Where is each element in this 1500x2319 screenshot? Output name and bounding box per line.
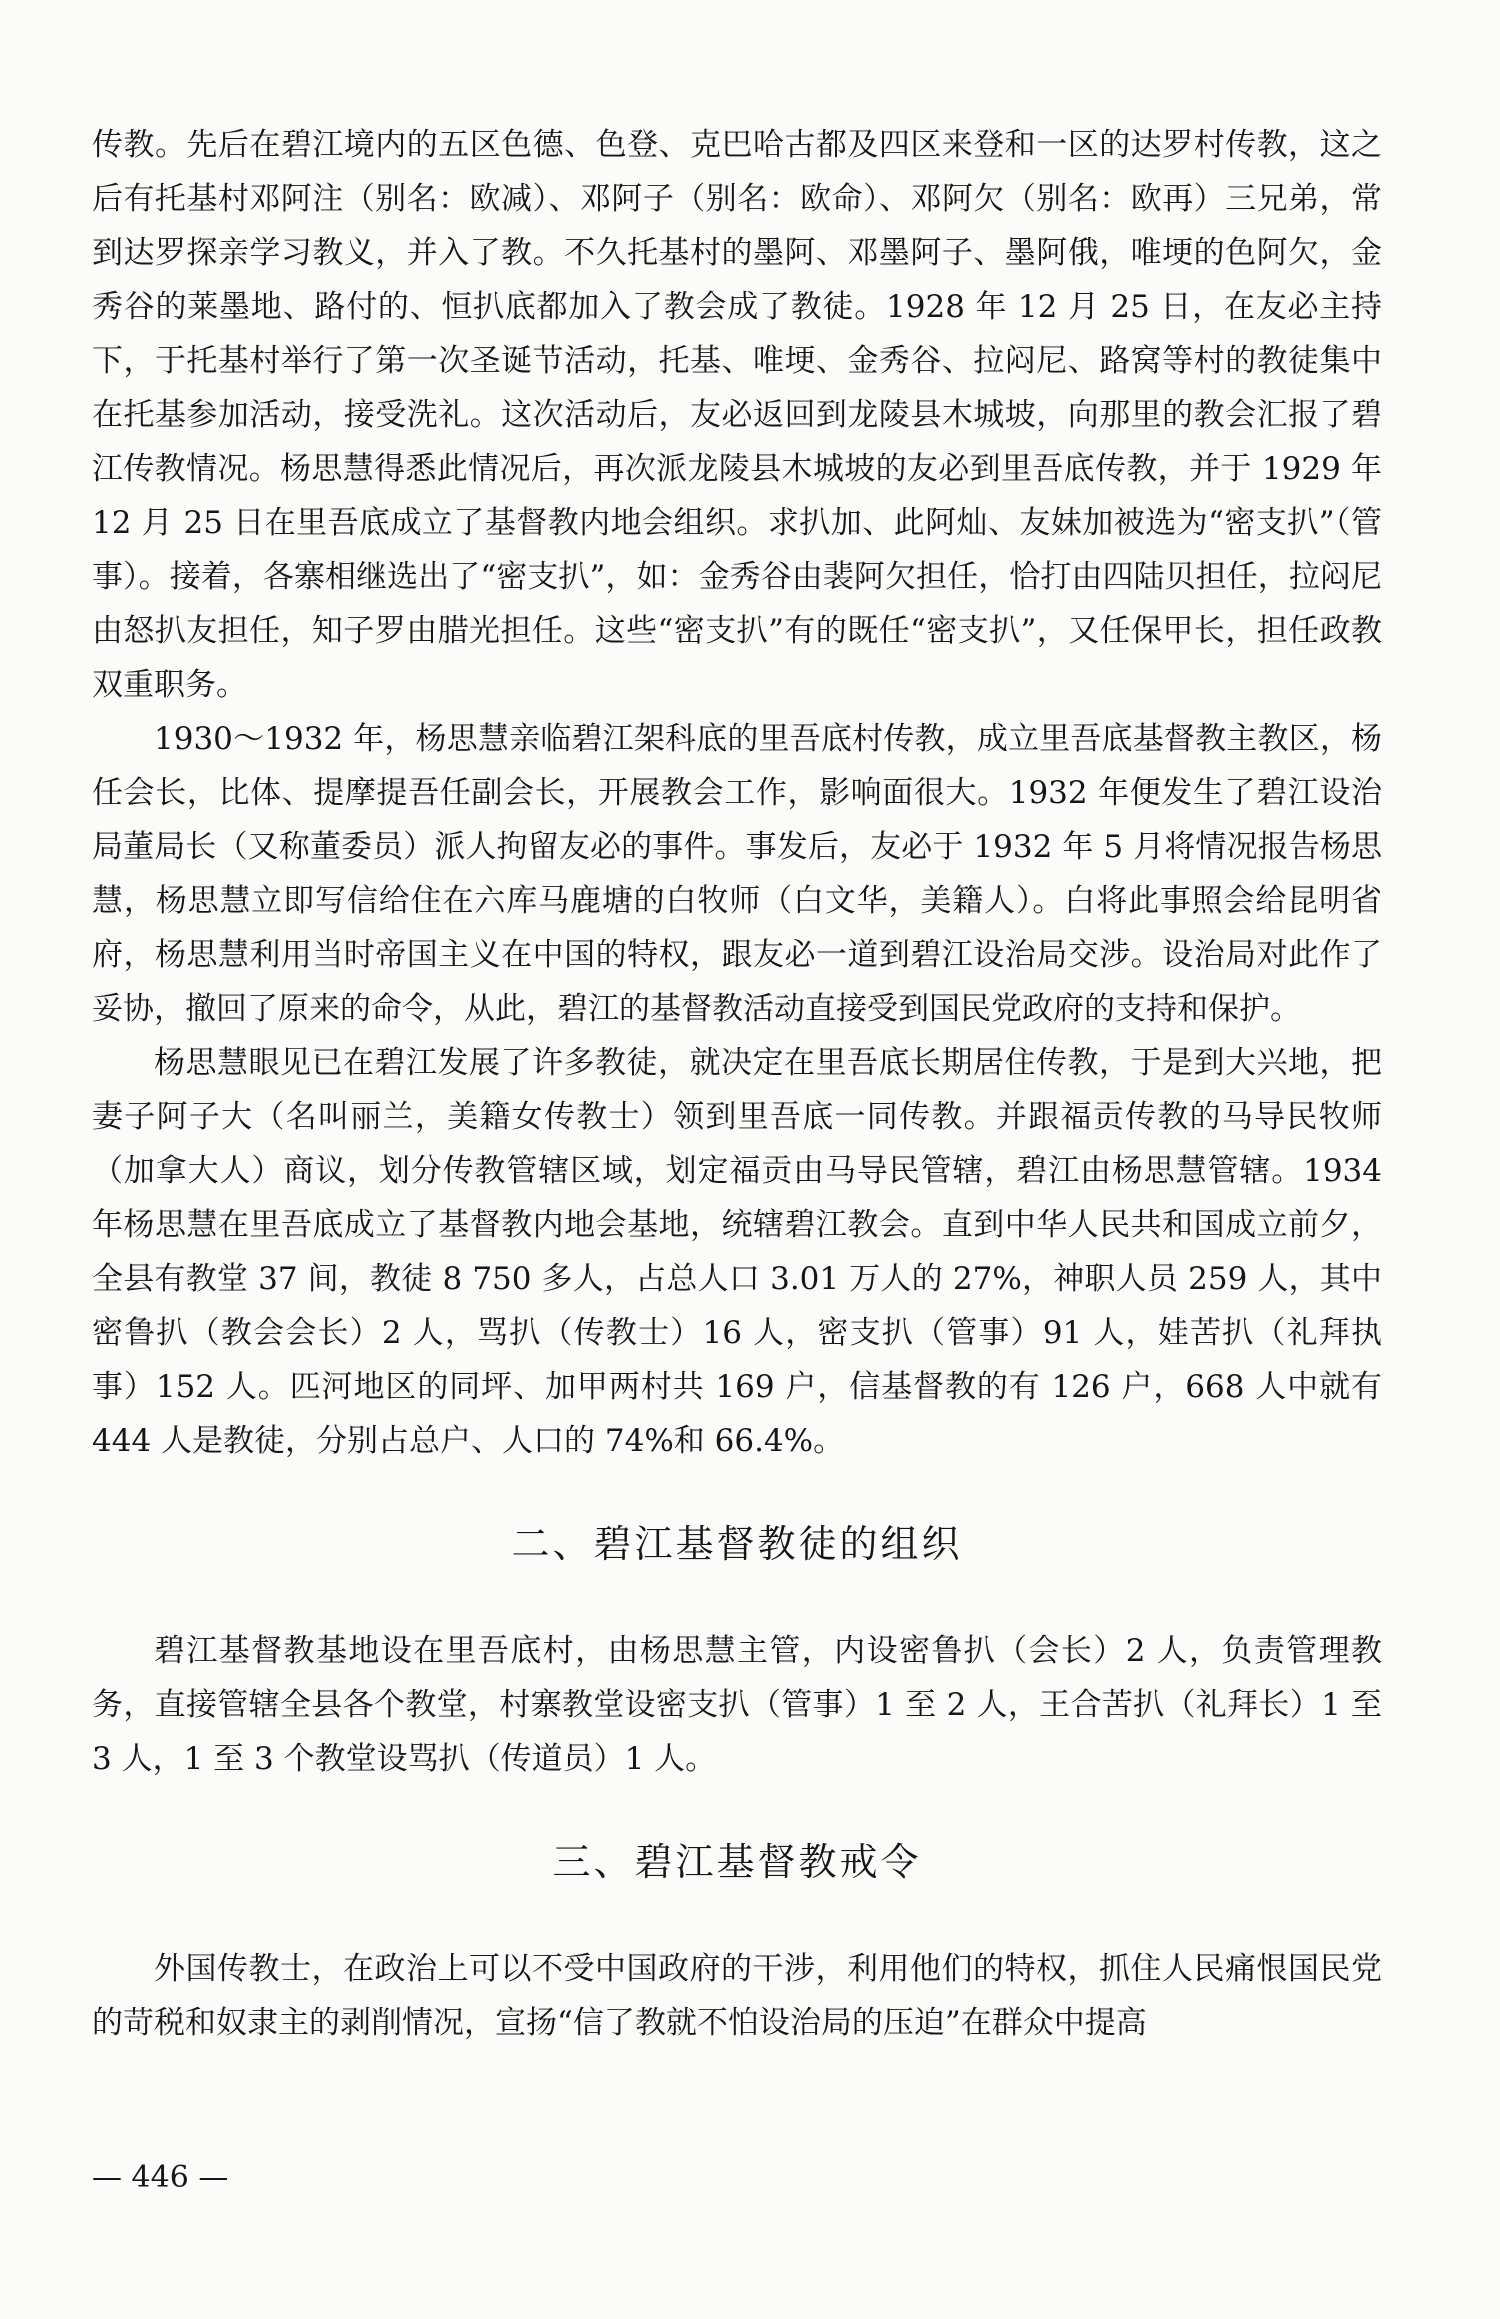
paragraph-section-2: 碧江基督教基地设在里吾底村，由杨思慧主管，内设密鲁扒（会长）2 人，负责管理教务，直接管辖全县各个教堂，村寨教堂设密支扒（管事）1 至 2 人，王合苦扒（礼拜长）1 至 3 人，1 至 3 个教堂设骂扒（传道员）1 人。 — [92, 1633, 1382, 1777]
page-number: — 446 — — [92, 2160, 229, 2195]
page-body — [92, 118, 1382, 2050]
section-heading-2: 二、碧江基督教徒的组织 — [511, 1522, 963, 1566]
paragraph-section-3: 外国传教士，在政治上可以不受中国政府的干涉，利用他们的特权，抓住人民痛恨国民党的苛税和奴隶主的剥削情况，宣扬“信了教就不怕设治局的压迫”在群众中提高 — [92, 1951, 1382, 2041]
paragraph-2: 1930～1932 年，杨思慧亲临碧江架科底的里吾底村传教，成立里吾底基督教主教区，杨任会长，比体、提摩提吾任副会长，开展教会工作，影响面很大。1932 年便发生了碧江设治局董局长（又称董委员）派人拘留友必的事件。事发后，友必于 1932 年 5 月将情况报告杨思慧，杨思慧立即写信给住在六库马鹿塘的白牧师（白文华，美籍人）。白将此事照会给昆明省府，杨思慧利用当时帝国主义在中国的特权，跟友必一道到碧江设治局交涉。设治局对此作了妥协，撤回了原来的命令，从此，碧江的基督教活动直接受到国民党政府的支持和保护。 — [92, 721, 1382, 1027]
section-heading-3: 三、碧江基督教戒令 — [552, 1840, 922, 1884]
paragraph-3: 杨思慧眼见已在碧江发展了许多教徒，就决定在里吾底长期居住传教，于是到大兴地，把妻子阿子大（名叫丽兰，美籍女传教士）领到里吾底一同传教。并跟福贡传教的马导民牧师（加拿大人）商议，划分传教管辖区域，划定福贡由马导民管辖，碧江由杨思慧管辖。1934 年杨思慧在里吾底成立了基督教内地会基地，统辖碧江教会。直到中华人民共和国成立前夕，全县有教堂 37 间，教徒 8 750 多人，占总人口 3.01 万人的 27%，神职人员 259 人，其中密鲁扒（教会会长）2 人，骂扒（传教士）16 人，密支扒（管事）91 人，娃苦扒（礼拜执事）152 人。匹河地区的同坪、加甲两村共 169 户，信基督教的有 126 户，668 人中就有 444 人是教徒，分别占总户、人口的 74%和 66.4%。 — [92, 1045, 1382, 1459]
paragraph-1: 传教。先后在碧江境内的五区色德、色登、克巴哈古都及四区来登和一区的达罗村传教，这之后有托基村邓阿注（别名：欧减）、邓阿子（别名：欧命）、邓阿欠（别名：欧再）三兄弟，常到达罗探亲学习教义，并入了教。不久托基村的墨阿、邓墨阿子、墨阿俄，唯埂的色阿欠，金秀谷的莱墨地、路付的、恒扒底都加入了教会成了教徒。1928 年 12 月 25 日，在友必主持下，于托基村举行了第一次圣诞节活动，托基、唯埂、金秀谷、拉闷尼、路窝等村的教徒集中在托基参加活动，接受洗礼。这次活动后，友必返回到龙陵县木城坡，向那里的教会汇报了碧江传教情况。杨思慧得悉此情况后，再次派龙陵县木城坡的友必到里吾底传教，并于 1929 年 12 月 25 日在里吾底成立了基督教内地会组织。求扒加、此阿灿、友妹加被选为“密支扒”（管事）。接着，各寨相继选出了“密支扒”，如：金秀谷由裴阿欠担任，恰打由四陆贝担任，拉闷尼由怒扒友担任，知子罗由腊光担任。这些“密支扒”有的既任“密支扒”，又任保甲长，担任政教双重职务。 — [92, 127, 1382, 703]
